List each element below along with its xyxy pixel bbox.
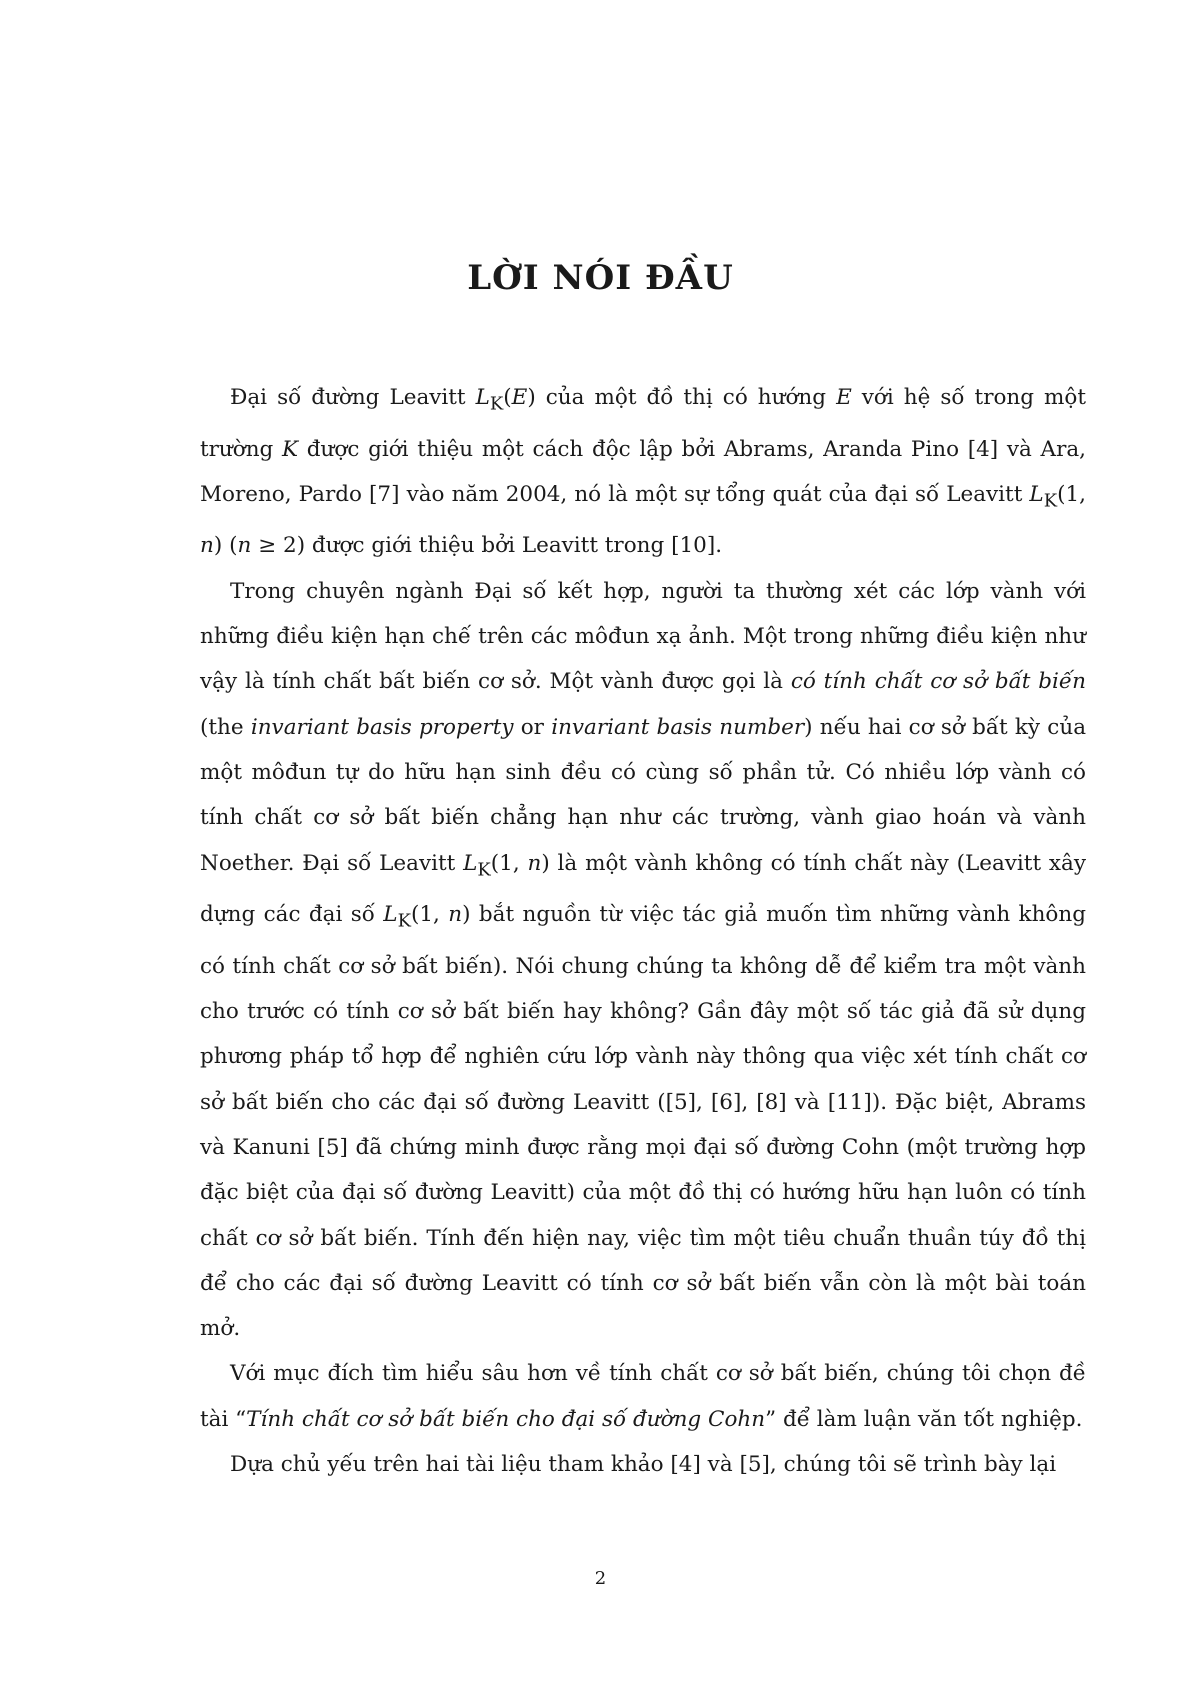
text-run: (1, [490,850,528,876]
subscript-run: K [489,393,504,415]
text-run: ” để làm luận văn tốt nghiệp. [765,1406,1083,1432]
subscript-run: K [477,858,491,880]
subscript-run: K [397,910,411,932]
italic-run: L [1029,481,1044,507]
italic-run: có tính chất cơ sở bất biến [790,669,1087,695]
text-run: ) ( [213,533,238,559]
text-run: (1, [410,902,449,928]
text-run: ) là một vành không có tính chất này (Leavitt xây dựng các đại số [200,850,1086,928]
paragraph [200,1442,1086,1487]
body-text [200,375,1086,1487]
italic-run: K [282,436,299,462]
text-run: ) bắt nguồn từ việc tác giả muốn tìm những vành không có tính chất cơ sở bất biến). Nói chung chúng ta không dễ để kiểm tra một vành cho trước có tính cơ sở bất biến hay không? Gần đây một số tác giả đã sử dụng phương pháp tổ hợp để nghiên cứu lớp vành này thông qua việc xét tính chất cơ sở bất biến cho các đại số đường Leavitt ([5], [6], [8] và [11]). Đặc biệt, Abrams và Kanuni [5] đã chứng minh được rằng mọi đại số đường Cohn (một trường hợp đặc biệt của đại số đường Leavitt) của một đồ thị có hướng hữu hạn luôn có tính chất cơ sở bất biến. Tính đến hiện nay, việc tìm một tiêu chuẩn thuần túy đồ thị để cho các đại số đường Leavitt có tính cơ sở bất biến vẫn còn là một bài toán mở. [200,902,1086,1342]
italic-run: E [836,385,852,410]
text-run: Dựa chủ yếu trên hai tài liệu tham khảo [4] và [5], chúng tôi sẽ trình bày lại [230,1452,1057,1478]
italic-run: E [511,385,528,410]
text-run: or [513,714,552,740]
paragraph [200,375,1086,569]
italic-run: n [527,850,542,876]
text-run: với hệ số trong một trường [200,385,1087,462]
italic-run: n [448,902,463,928]
text-run: Trong chuyên ngành Đại số kết hợp, người ta thường xét các lớp vành với những điều kiện hạn chế trên các môđun xạ ảnh. Một trong những điều kiện như vậy là tính chất bất biến cơ sở. Một vành được gọi là [200,578,1086,695]
italic-run: invariant basis number [551,714,805,740]
text-run: Với mục đích tìm hiểu sâu hơn về tính chất cơ sở bất biến, chúng tôi chọn đề tài “ [200,1361,1086,1432]
italic-run: L [475,385,490,410]
italic-run: L [463,850,478,876]
text-run: ) nếu hai cơ sở bất kỳ của một môđun tự do hữu hạn sinh đều có cùng số phần tử. Có nhiều lớp vành có tính chất cơ sở bất biến chẳng hạn như các trường, vành giao hoán và vành Noether. Đại số Leavitt [200,714,1087,876]
text-run: ) của một đồ thị có hướng [527,385,837,410]
text-run: (the [200,714,251,740]
page-number: 2 [594,1568,607,1589]
text-run: ≥ 2) được giới thiệu bởi Leavitt trong [10]. [251,533,723,559]
italic-run: invariant basis property [250,714,514,740]
italic-run: n [200,533,214,559]
italic-run: n [237,533,252,559]
subscript-run: K [1043,490,1058,512]
text-run: Đại số đường Leavitt [230,385,476,410]
paragraph [200,569,1086,1352]
italic-run: L [383,902,398,928]
text-run: (1, [1057,481,1086,507]
text-run: được giới thiệu một cách độc lập bởi Abrams, Aranda Pino [4] và Ara, Moreno, Pardo [7] vào năm 2004, nó là một sự tổng quát của đại số Leavitt [200,436,1086,507]
page-title: LỜI NÓI ĐẦU [467,258,734,298]
paragraph [200,1351,1086,1442]
italic-run: Tính chất cơ sở bất biến cho đại số đường Cohn [246,1406,766,1432]
text-run: ( [503,385,512,410]
